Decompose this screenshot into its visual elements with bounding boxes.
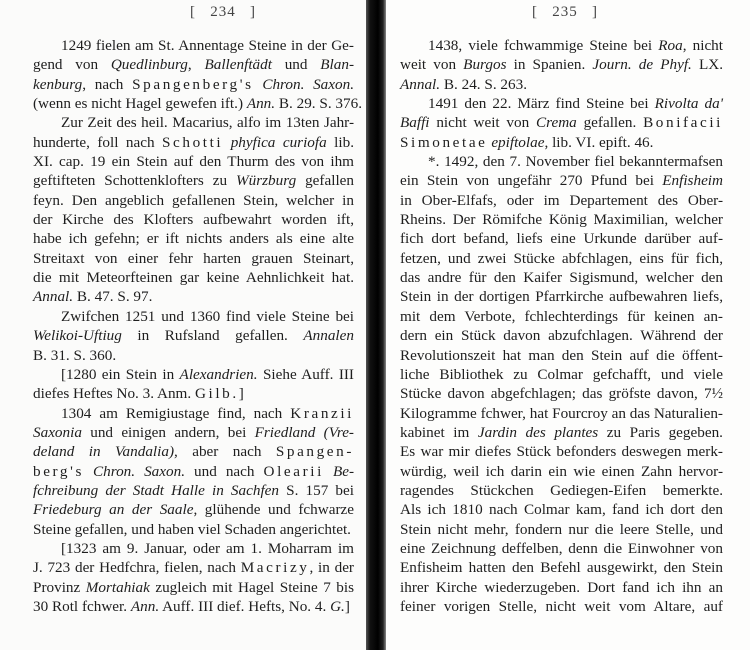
italic-text: Annal. <box>33 288 74 306</box>
spaced-name: Spangen- <box>275 443 354 461</box>
text-run: Stein in der dortigen Pfarrkirche aufbewahren liefs, <box>400 288 723 306</box>
text-run: feiner vorigen Stelle, nicht weit vom Altare, auf <box>400 597 723 615</box>
text-run: weit von <box>400 56 464 74</box>
text-line <box>33 210 354 229</box>
text-run <box>324 463 333 480</box>
text-run: Kilogramme fchwer, hat Fourcroy an das Naturalien- <box>400 404 723 422</box>
text-line <box>33 268 354 287</box>
italic-text: Blan- <box>320 56 355 74</box>
text-run: Auff. III dief. Hefts, No. 4. <box>159 597 331 615</box>
spaced-name: Spangenberg's <box>132 75 254 93</box>
italic-text: Mortahiak <box>85 578 150 596</box>
page-number: [ 234 ] <box>190 4 256 20</box>
italic-text: Ballenftädt <box>204 56 272 74</box>
text-line <box>400 55 723 74</box>
italic-text: phyfica curiofa <box>230 133 327 151</box>
page-body <box>33 36 362 616</box>
text-run: in Spanien. <box>506 56 593 74</box>
text-run: und nach <box>185 462 264 480</box>
text-run: Zur Zeit des heil. Macarius, alfo im 13ten Jahr- <box>61 114 354 132</box>
text-run: gend von <box>33 56 111 74</box>
text-line <box>400 113 723 132</box>
text-line <box>400 462 723 481</box>
text-line <box>400 365 723 384</box>
italic-text: epiftolae <box>491 133 545 151</box>
right-page <box>386 0 750 650</box>
text-run: Stein nicht mehr, fondern nur die leere Stelle, und <box>400 520 723 538</box>
text-run: , nach <box>82 75 133 93</box>
left-page <box>0 0 368 650</box>
text-run: , aber nach <box>174 443 276 461</box>
text-run: , nicht <box>682 37 723 54</box>
text-line <box>33 287 354 306</box>
text-line <box>400 481 723 500</box>
text-line <box>400 384 723 403</box>
text-run: ] <box>344 597 350 615</box>
text-run: fich dort befand, liefs eine Urkunde darüber auf- <box>400 230 723 248</box>
text-run: LX. <box>691 56 724 74</box>
text-run: Stücke davon abgefchlagen; das gröfste davon, 7½ <box>400 385 723 403</box>
italic-text: deland in Vandalia) <box>33 443 175 461</box>
italic-text: Crema <box>536 114 577 132</box>
italic-text: Friedland (Vre- <box>254 423 354 441</box>
text-run: der Kirche des Klofters aufbewahrt worden ift, <box>33 211 354 229</box>
italic-text: Würzburg <box>235 172 297 190</box>
spaced-name: Schotti <box>162 133 224 151</box>
text-run: würdig, weil ich darin ein wie einen Zahn hervor- <box>400 462 723 480</box>
text-line <box>33 36 354 55</box>
text-run: (wenn es nicht Hagel gewefen ift.) <box>33 95 247 113</box>
text-run: Enfisheim hatten den Befehl ausgewirkt, den Stein <box>400 559 723 577</box>
text-line <box>33 191 354 210</box>
text-run: , <box>187 56 205 74</box>
italic-text: Ann. <box>246 95 276 113</box>
text-run: B. 31. S. 360. <box>33 346 117 364</box>
text-line <box>33 307 354 326</box>
text-line <box>400 191 723 210</box>
italic-text: Rivolta da' <box>654 95 723 113</box>
text-run: 1249 fielen am St. Annentage Steine in der Ge- <box>61 37 354 54</box>
text-line <box>400 442 723 461</box>
text-line <box>400 578 723 597</box>
text-run: S. 157 bei <box>279 481 354 499</box>
text-line <box>400 500 723 519</box>
text-run <box>254 76 263 93</box>
text-line <box>400 287 723 306</box>
text-line <box>400 249 723 268</box>
text-line <box>400 326 723 345</box>
text-run: , in der <box>309 559 354 577</box>
text-line <box>33 539 354 558</box>
text-run: Streitaxt von einer fehr harten grauen Steinart, <box>33 249 354 267</box>
text-run: die mit Meteorfteinen gar keine Aehnlichkeit hat. <box>33 269 354 287</box>
text-line <box>33 346 354 365</box>
italic-text: Jardin des plantes <box>477 423 599 441</box>
text-run: liche Bibliothek zu Colmar gefchafft, und viele <box>400 365 723 383</box>
italic-text: Burgos <box>463 56 507 74</box>
italic-text: Alexandrien. <box>179 365 258 383</box>
text-run: eine Zeichnung deffelben, denn die Einwohner von <box>400 539 723 557</box>
text-run: B. 47. S. 97. <box>73 288 153 306</box>
italic-text: fchreibung der Stadt Halle in Sachfen <box>33 481 279 499</box>
text-run: und einigen andern, bei <box>81 423 255 441</box>
italic-text: Roa <box>658 37 683 54</box>
spaced-name: Olearii <box>263 462 324 480</box>
text-run: XI. cap. 19 ein Stein auf den Thurm des von ihm <box>33 153 354 171</box>
text-line <box>33 94 362 113</box>
text-line <box>33 113 354 132</box>
text-run: , lib. VI. epift. 46. <box>544 133 654 151</box>
text-line <box>33 326 354 345</box>
italic-text: Annalen <box>303 327 354 345</box>
text-run: das andre für den Kaifer Sigismund, welcher den <box>400 269 723 287</box>
text-line <box>33 249 354 268</box>
text-line <box>33 578 354 597</box>
text-run: [1323 am 9. Januar, oder am 1. Moharram im <box>61 539 354 557</box>
italic-text: Welikoi-Uftiug <box>33 327 122 345</box>
text-run: Es war mir diefes Stück befonders deswegen merk- <box>400 443 723 461</box>
text-run: 1438, viele fchwammige Steine bei <box>428 37 659 54</box>
italic-text: Be- <box>332 462 355 480</box>
text-run: B. 29. S. 376. <box>275 95 362 113</box>
text-run: zu Paris gegeben. <box>598 423 723 441</box>
italic-text: Journ. de Phyf. <box>592 56 692 74</box>
text-run: in Rufsland gefallen. <box>121 327 304 345</box>
italic-text: Chron. Saxon. <box>93 462 185 480</box>
text-line <box>33 133 354 152</box>
italic-text: Quedlinburg <box>110 56 188 74</box>
text-line <box>400 307 723 326</box>
text-run: dern ein Stück davon abzufchlagen. Während der <box>400 327 723 345</box>
text-line <box>33 558 354 577</box>
text-run: J. 723 der Hedfchra, fielen, nach <box>33 559 241 577</box>
spaced-name: Gilb. <box>194 385 239 403</box>
text-line <box>33 152 354 171</box>
text-run: gefallen <box>296 172 354 190</box>
text-line <box>400 36 723 55</box>
text-run: Rheins. Der Römifche König Maximilian, welcher <box>400 211 723 229</box>
text-line <box>33 229 354 248</box>
spaced-name: Bonifacii <box>643 114 723 132</box>
text-run: ragendes Stückchen Gediegen-Eifen bemerkte. <box>400 481 723 499</box>
text-line <box>400 346 723 365</box>
text-run: Steine gefallen, und haben viel Schaden angerichtet. <box>33 520 351 538</box>
text-run: mit dem Verbote, fchlechterdings für keinen an- <box>400 307 723 325</box>
text-run: 30 Rotl fchwer. <box>33 597 131 615</box>
text-line <box>33 481 354 500</box>
italic-text: Saxonia <box>33 423 82 441</box>
text-run: gefallen. <box>576 114 644 132</box>
text-run: ] <box>238 385 244 403</box>
text-line <box>400 404 723 423</box>
text-line <box>400 558 723 577</box>
italic-text: Baffi <box>400 114 430 132</box>
text-line <box>400 152 723 171</box>
spaced-name: berg's <box>33 462 84 480</box>
text-line <box>400 171 723 190</box>
italic-text: Friedeburg an der Saale <box>33 501 194 519</box>
text-run: feyn. Den angeblich gefallenen Stein, welcher in <box>33 191 354 209</box>
spaced-name: Simonetae <box>400 133 488 151</box>
text-run: B. 24. S. 263. <box>440 75 527 93</box>
text-run: Revolutionszeit hat man den Stein auf die öffent- <box>400 346 723 364</box>
text-run: und <box>271 56 321 74</box>
text-run <box>84 463 93 480</box>
text-run: 1491 den 22. März find Steine bei <box>428 95 655 113</box>
italic-text: Annal. <box>400 75 441 93</box>
text-run: ihrer Kirche wiederzugeben. Dort fand ich ihn an <box>400 578 723 596</box>
text-line <box>400 423 723 442</box>
text-run: zugleich mit Hagel Steine 7 bis <box>149 578 354 596</box>
text-line <box>33 365 354 384</box>
italic-text: Enfisheim <box>662 172 723 190</box>
italic-text: G. <box>330 597 345 615</box>
text-run: *. 1492, den 7. November fiel bekanntermafsen <box>428 153 723 171</box>
text-line <box>33 75 354 94</box>
text-run: Zwifchen 1251 und 1360 find viele Steine bei <box>61 307 354 325</box>
text-line <box>33 171 354 190</box>
italic-text: kenburg <box>33 75 83 93</box>
text-run: 1304 am Remigiustage find, nach <box>61 404 291 422</box>
text-run: in Ober-Elfafs, oder im Departement des Ober- <box>400 191 723 209</box>
text-run: [1280 ein Stein in <box>61 365 180 383</box>
text-line <box>400 597 723 616</box>
text-run: Siehe Auff. III <box>257 365 354 383</box>
page-body <box>400 36 723 616</box>
text-line <box>33 423 354 442</box>
text-line <box>33 384 354 403</box>
text-run: nicht weit von <box>429 114 536 132</box>
text-line <box>33 597 354 616</box>
text-line <box>400 229 723 248</box>
text-line <box>33 500 354 519</box>
book-gutter <box>366 0 386 650</box>
text-run: diefes Heftes No. 3. Anm. <box>33 385 195 403</box>
text-run: hunderte, foll nach <box>33 133 163 151</box>
text-run: Als ich 1810 nach Colmar kam, fand ich dort den <box>400 501 723 519</box>
text-line <box>33 520 354 539</box>
italic-text: Ann. <box>130 597 160 615</box>
text-line <box>400 75 723 94</box>
text-line <box>33 55 354 74</box>
text-run: ein Stein von ungefähr 270 Pfund bei <box>400 172 663 190</box>
page-number: [ 235 ] <box>532 4 598 20</box>
text-run <box>223 134 230 151</box>
text-line <box>400 520 723 539</box>
spaced-name: Macrizy <box>240 559 310 577</box>
italic-text: Chron. Saxon. <box>262 75 354 93</box>
text-line <box>33 404 354 423</box>
text-run: Provinz <box>33 578 86 596</box>
spaced-name: Kranzii <box>290 404 354 422</box>
text-line <box>400 94 723 113</box>
text-run: kabinet im <box>400 423 478 441</box>
text-run: lib. <box>326 133 354 151</box>
text-line <box>400 268 723 287</box>
text-run: fetzen, und zwei Stücke abfchlagen, eins für fich, <box>400 249 723 267</box>
text-line <box>33 442 354 461</box>
text-line <box>400 539 723 558</box>
text-run: , glühende und fchwarze <box>193 501 354 519</box>
text-run: geftifteten Schottenklofters zu <box>33 172 236 190</box>
text-line <box>33 462 354 481</box>
text-line <box>400 133 723 152</box>
text-run: habe ich gefehn; er ift nichts anders als eine alte <box>33 230 354 248</box>
text-line <box>400 210 723 229</box>
